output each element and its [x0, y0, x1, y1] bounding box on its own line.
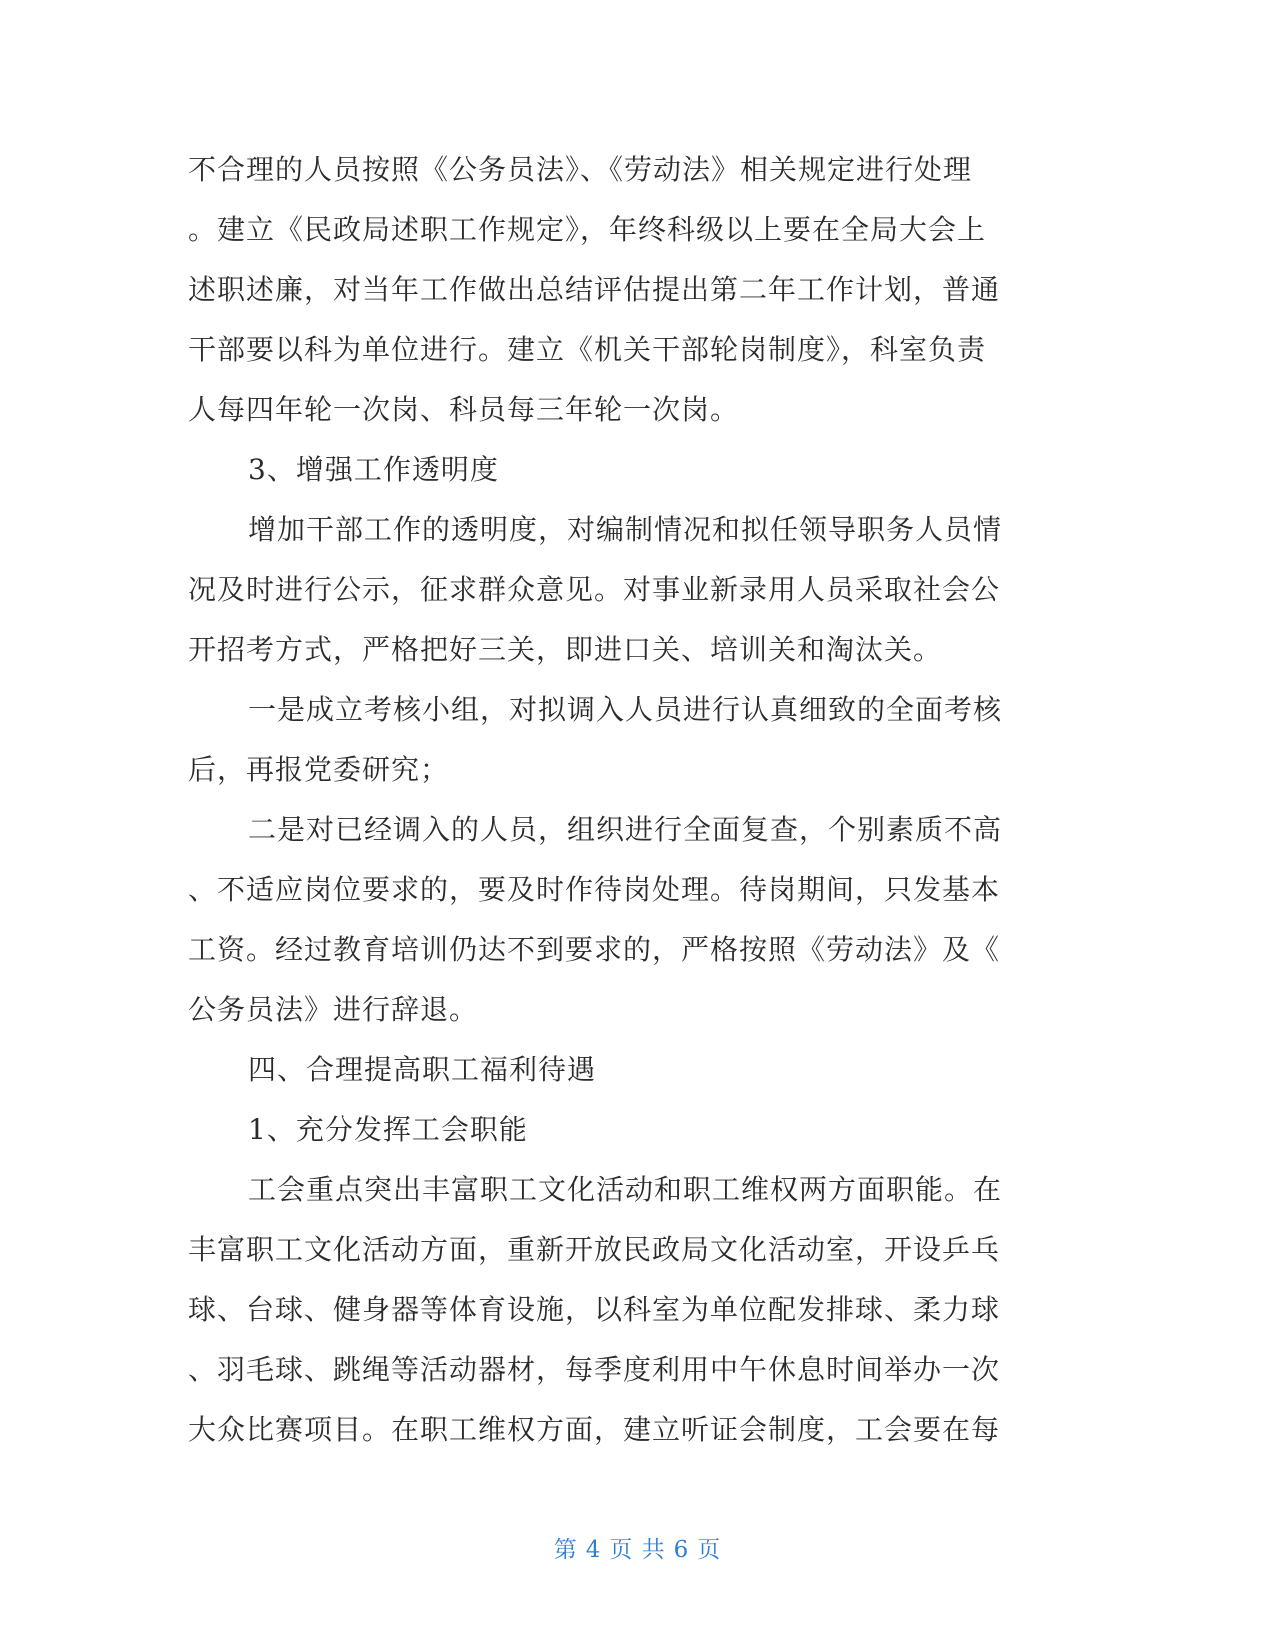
footer-total-pages: 6 [673, 1537, 690, 1563]
text-line: 况及时进行公示，征求群众意见。对事业新录用人员采取社会公 [188, 573, 1001, 606]
paragraph-first-line: 工会重点突出丰富职工文化活动和职工维权两方面职能。在 [248, 1173, 1003, 1206]
paragraph-first-line: 二是对已经调入的人员，组织进行全面复查，个别素质不高 [248, 813, 1003, 846]
text-line: 干部要以科为单位进行。建立《机关干部轮岗制度》，科室负责 [188, 333, 987, 366]
text-line: 。建立《民政局述职工作规定》，年终科级以上要在全局大会上 [188, 213, 987, 246]
paragraph-first-line: 一是成立考核小组，对拟调入人员进行认真细致的全面考核 [248, 693, 1003, 726]
text-line: 述职述廉，对当年工作做出总结评估提出第二年工作计划，普通 [188, 273, 1001, 306]
text-line: 不合理的人员按照《公务员法》、《劳动法》相关规定进行处理 [188, 153, 973, 186]
text-line: 开招考方式，严格把好三关，即进口关、培训关和淘汰关。 [188, 633, 943, 666]
text-line: 、不适应岗位要求的，要及时作待岗处理。待岗期间，只发基本 [188, 873, 1001, 906]
footer-middle: 页 共 [609, 1537, 666, 1563]
text-line: 丰富职工文化活动方面，重新开放民政局文化活动室，开设乒乓 [188, 1233, 1001, 1266]
text-line: 、羽毛球、跳绳等活动器材，每季度利用中午休息时间举办一次 [188, 1353, 1001, 1386]
footer-current-page: 4 [585, 1537, 602, 1563]
text-line: 球、台球、健身器等体育设施，以科室为单位配发排球、柔力球 [188, 1293, 1001, 1326]
footer-suffix: 页 [697, 1537, 722, 1563]
section-heading: 1、充分发挥工会职能 [248, 1113, 528, 1146]
text-line: 工资。经过教育培训仍达不到要求的，严格按照《劳动法》及《 [188, 933, 1001, 966]
document-body [188, 140, 1058, 1460]
section-heading: 四、合理提高职工福利待遇 [248, 1053, 597, 1086]
text-line: 大众比赛项目。在职工维权方面，建立听证会制度，工会要在每 [188, 1413, 1001, 1446]
paragraph-first-line: 增加干部工作的透明度，对编制情况和拟任领导职务人员情 [248, 513, 1003, 546]
text-line: 公务员法》进行辞退。 [188, 993, 479, 1026]
page-footer [0, 1535, 1275, 1565]
footer-prefix: 第 [553, 1537, 578, 1563]
text-line: 人每四年轮一次岗、科员每三年轮一次岗。 [188, 393, 740, 426]
text-line: 后，再报党委研究； [188, 753, 450, 786]
section-heading: 3、增强工作透明度 [248, 453, 499, 486]
